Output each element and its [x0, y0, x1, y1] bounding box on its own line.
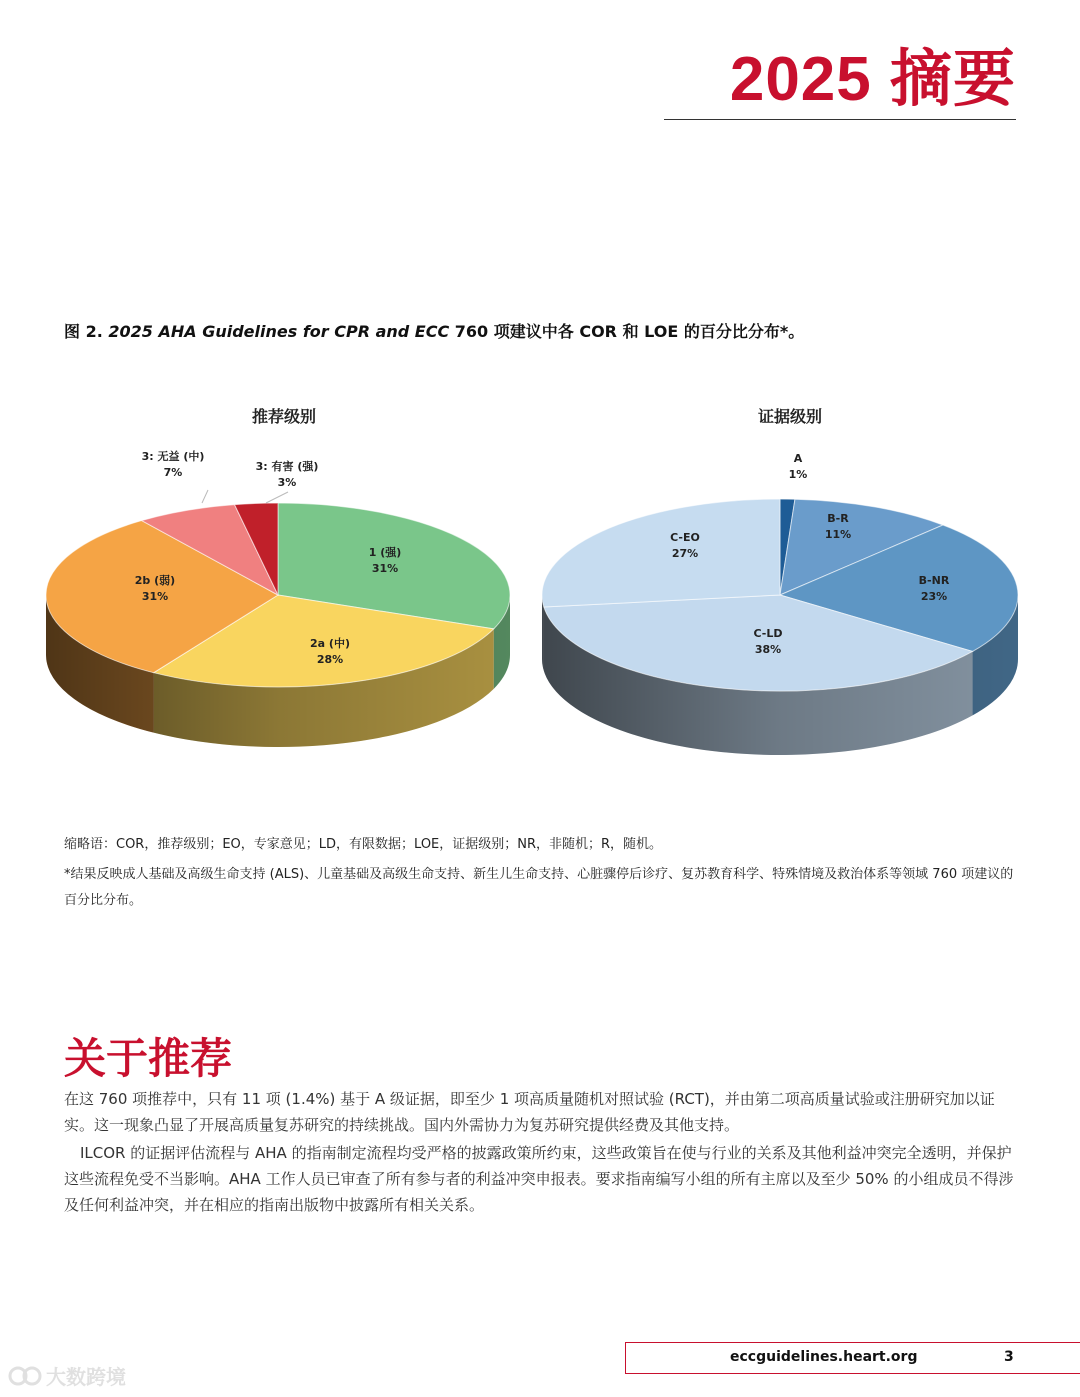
pie-0-label-0: 1 (强)	[368, 546, 402, 559]
figure-notes	[64, 832, 1024, 914]
pie-1-label-0: A	[793, 452, 803, 465]
header-rule	[664, 119, 1016, 120]
pie-0-label-4: 3: 有害 (强)	[255, 460, 319, 473]
page-title: 2025 摘要	[729, 45, 1016, 114]
figure-title-rest: 760 项建议中各 COR 和 LOE 的百分比分布*。	[449, 322, 805, 341]
page-header	[664, 40, 1016, 120]
watermark-text: 大数跨境	[46, 1365, 126, 1389]
pie-0-leader-3	[202, 490, 208, 503]
pie-0	[46, 449, 510, 747]
pie-0-label-2: 2b (弱)	[134, 574, 176, 587]
paragraph-2: ILCOR 的证据评估流程与 AHA 的指南制定流程均受严格的披露政策所约束，这些政策旨在使与行业的关系及其他利益冲突完全透明，并保护这些流程免受不当影响。AHA 工作人员已审查了所有参与者的利益冲突申报表。要求指南编写小组的所有主席以及至少 50% 的小组成员不得涉及任何利益冲突，并在相应的指南出版物中披露所有相关关系。	[64, 1144, 1014, 1214]
section-body	[64, 1086, 1019, 1220]
pie-1-label-1: B-R	[827, 512, 849, 525]
loe-chart-title: 证据级别	[757, 407, 822, 426]
pie-0-label-1: 2a (中)	[310, 637, 350, 650]
pie-0-pct-4: 3%	[277, 476, 297, 489]
pie-1	[542, 452, 1018, 755]
footnote: *结果反映成人基础及高级生命支持 (ALS)、儿童基础及高级生命支持、新生儿生命支持、心脏骤停后诊疗、复苏教育科学、特殊情境及救治体系等领域 760 项建议的百分比分布。	[64, 867, 1014, 908]
pie-0-pct-2: 31%	[141, 590, 169, 603]
pie-1-label-2: B-NR	[918, 574, 950, 587]
watermark-logo-icon	[8, 1365, 42, 1387]
pie-1-slice-4	[542, 499, 780, 607]
pie-0-leader-4	[266, 492, 288, 503]
pie-0-pct-0: 31%	[371, 562, 399, 575]
paragraph-1: 在这 760 项推荐中，只有 11 项 (1.4%) 基于 A 级证据，即至少 1 项高质量随机对照试验 (RCT)，并由第二项高质量试验或注册研究加以证实。这一现象凸显了开展高质量复苏研究的持续挑战。国内外需协力为复苏研究提供经费及其他支持。	[64, 1090, 995, 1134]
pie-1-pct-2: 23%	[920, 590, 948, 603]
pie-1-pct-4: 27%	[671, 547, 699, 560]
watermark	[8, 1361, 126, 1390]
figure-label: 图 2.	[64, 322, 103, 341]
abbreviations-note: 缩略语：COR，推荐级别；EO，专家意见；LD，有限数据；LOE，证据级别；NR，非随机；R，随机。	[64, 837, 663, 852]
section-title: 关于推荐	[64, 1034, 233, 1083]
pie-1-label-3: C-LD	[753, 627, 783, 640]
pie-0-label-3: 3: 无益 (中)	[141, 450, 205, 463]
pie-1-pct-0: 1%	[788, 468, 808, 481]
pie-1-pct-1: 11%	[824, 528, 852, 541]
pie-0-pct-3: 7%	[163, 466, 183, 479]
figure-title-italic: 2025 AHA Guidelines for CPR and ECC	[108, 322, 450, 341]
pie-charts	[30, 440, 1040, 800]
pie-0-pct-1: 28%	[316, 653, 344, 666]
page-number: 3	[1004, 1349, 1014, 1365]
pie-1-label-4: C-EO	[670, 531, 700, 544]
pie-1-pct-3: 38%	[754, 643, 782, 656]
cor-chart-title: 推荐级别	[251, 407, 316, 426]
footer-url[interactable]: eccguidelines.heart.org	[730, 1349, 918, 1365]
figure-caption	[64, 319, 804, 342]
